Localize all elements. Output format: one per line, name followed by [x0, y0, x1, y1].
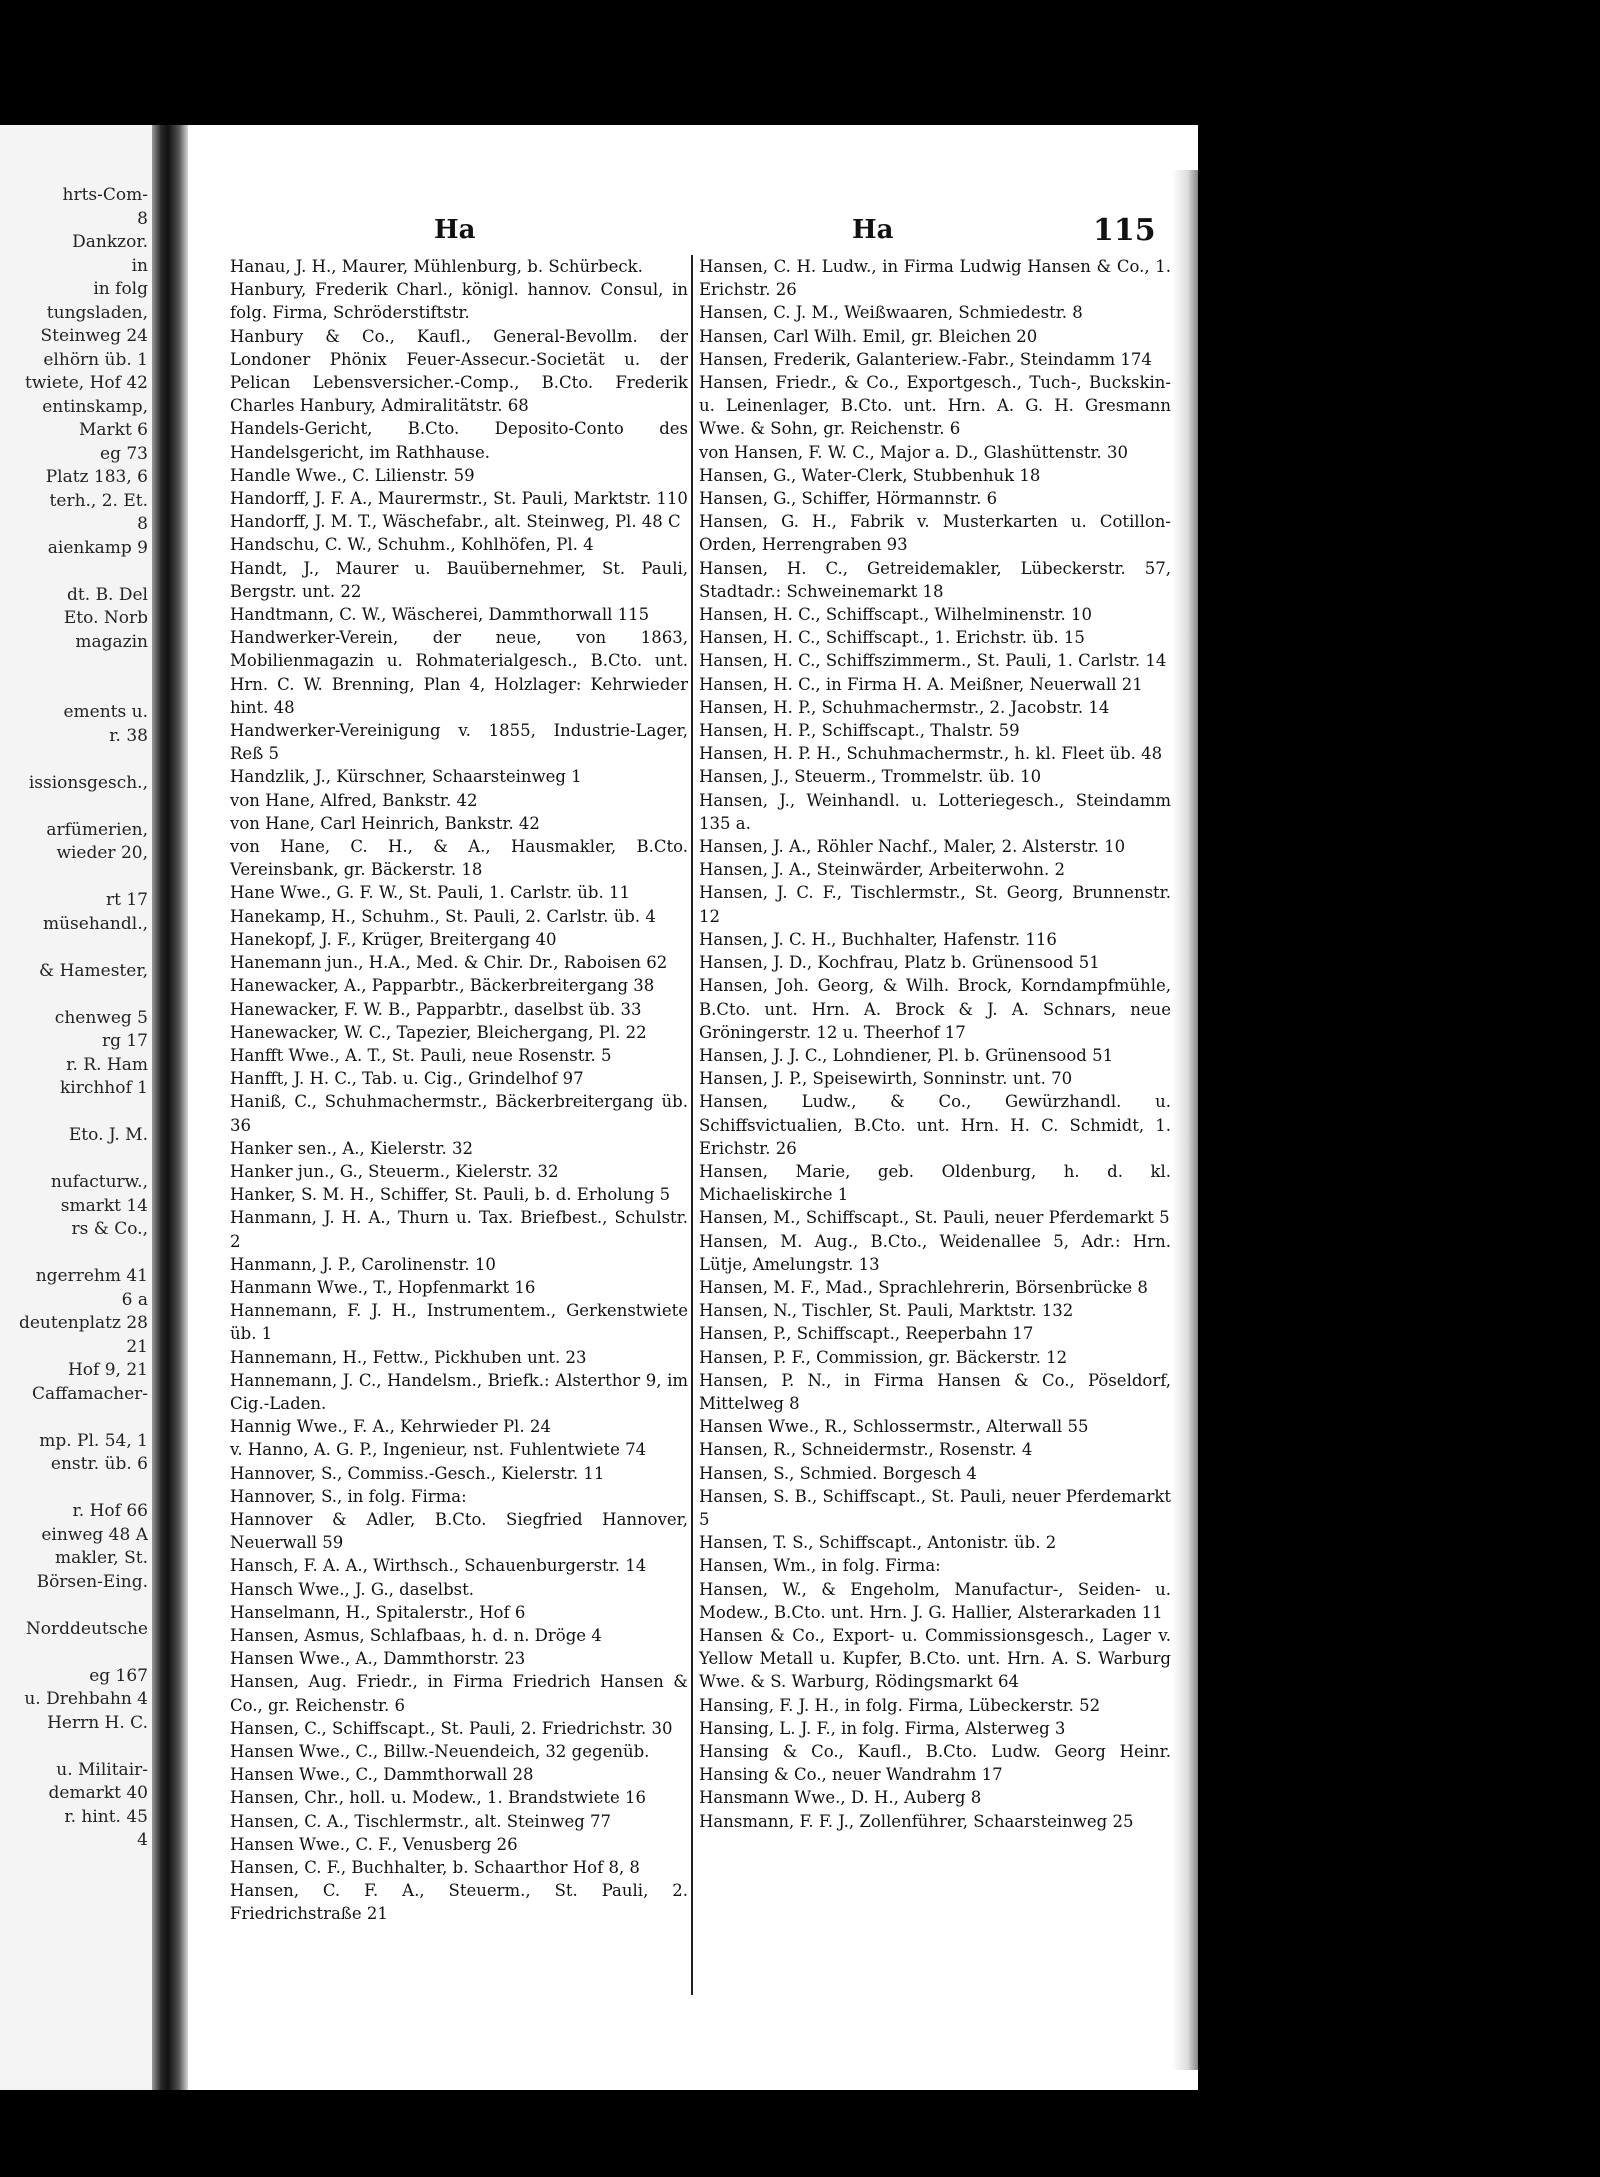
- directory-entry: Hansen, H. C., Schiffszimmerm., St. Pauli, 1. Carlstr. 14: [699, 651, 1167, 671]
- directory-entry: Hansen, T. S., Schiffscapt., Antonistr. üb. 2: [699, 1533, 1057, 1553]
- previous-page-line: smarkt 14: [60, 1195, 148, 1216]
- directory-entry: Hansen, J. D., Kochfrau, Platz b. Grünensood 51: [699, 953, 1100, 973]
- directory-entry: Handle Wwe., C. Lilienstr. 59: [230, 465, 475, 485]
- previous-page-line: twiete, Hof 42: [25, 373, 148, 393]
- directory-entry: Hansen, P., Schiffscapt., Reeperbahn 17: [699, 1324, 1034, 1344]
- directory-entry: von Hansen, F. W. C., Major a. D., Glashüttenstr. 30: [699, 442, 1128, 462]
- previous-page-line: in folg: [93, 279, 148, 299]
- previous-page-line: terh., 2. Et.: [49, 490, 148, 511]
- directory-entry: Hansen, H. C., Schiffscapt., Wilhelminenstr. 10: [699, 605, 1092, 625]
- directory-entry: Hansen, C. F. A., Steuerm., St. Pauli, 2. Friedrichstraße 21: [230, 1881, 688, 1924]
- directory-entry: Hansen, Friedr., & Co., Exportgesch., Tuch-, Buckskin- u. Leinenlager, B.Cto. unt. Hrn. A. G. H. Gresmann Wwe. & Sohn, gr. Reichenstr. 6: [699, 373, 1171, 439]
- directory-entry: von Hane, C. H., & A., Hausmakler, B.Cto. Vereinsbank, gr. Bäckerstr. 18: [230, 837, 688, 880]
- column-divider: [691, 255, 693, 1995]
- directory-entry: Hansch Wwe., J. G., daselbst.: [230, 1579, 474, 1599]
- directory-entry: Hansen, Wm., in folg. Firma:: [699, 1556, 941, 1576]
- previous-page-line: r. Hof 66: [72, 1501, 148, 1521]
- previous-page-line: müsehandl.,: [42, 913, 148, 934]
- directory-entry: Hansen, Aug. Friedr., in Firma Friedrich Hansen & Co., gr. Reichenstr. 6: [230, 1672, 688, 1715]
- directory-entry: Hannover & Adler, B.Cto. Siegfried Hannover, Neuerwall 59: [230, 1509, 688, 1553]
- previous-page-line: Steinweg 24: [40, 326, 148, 346]
- previous-page-line: r. hint. 45: [64, 1806, 148, 1827]
- directory-entry: Handorff, J. F. A., Maurermstr., St. Pauli, Marktstr. 110: [230, 489, 688, 509]
- directory-entry: Hansen, J. C. H., Buchhalter, Hafenstr. 116: [699, 929, 1057, 949]
- directory-entry: Hansen, Ludw., & Co., Gewürzhandl. u. Schiffsvictualien, B.Cto. unt. Hrn. H. C. Schmidt, 1. Erichstr. 26: [699, 1092, 1171, 1158]
- directory-entry: Hansen, P. F., Commission, gr. Bäckerstr. 12: [699, 1347, 1068, 1367]
- previous-page-line: r. 38: [109, 725, 148, 746]
- directory-entry: Hanselmann, H., Spitalerstr., Hof 6: [230, 1602, 526, 1622]
- directory-entry: Hanbury & Co., Kaufl., General-Bevollm. der Londoner Phönix Feuer-Assecur.-Societät u. der Pelican Lebensversicher.-Comp., B.Cto. Frederik Charles Hanbury, Admiralitätstr. 68: [230, 326, 688, 416]
- directory-entry: Hanmann, J. P., Carolinenstr. 10: [230, 1254, 496, 1274]
- directory-entry: Hansing, L. J. F., in folg. Firma, Alsterweg 3: [699, 1718, 1066, 1738]
- directory-entry: v. Hanno, A. G. P., Ingenieur, nst. Fuhlentwiete 74: [230, 1440, 647, 1460]
- previous-page-line: deutenplatz 28: [18, 1313, 148, 1333]
- previous-page-line: chenweg 5: [54, 1007, 148, 1028]
- directory-entry: Hansen, J., Weinhandl. u. Lotteriegesch., Steindamm 135 a.: [699, 790, 1171, 833]
- directory-entry: Hansen, C. H. Ludw., in Firma Ludwig Hansen & Co., 1. Erichstr. 26: [699, 257, 1171, 300]
- previous-page-line: Börsen-Eing.: [36, 1571, 148, 1592]
- directory-entry: Handzlik, J., Kürschner, Schaarsteinweg 1: [230, 767, 582, 787]
- directory-entry: Hansen, C. J. M., Weißwaaren, Schmiedestr. 8: [699, 303, 1083, 323]
- directory-entry: Hanmann Wwe., T., Hopfenmarkt 16: [230, 1277, 536, 1297]
- directory-entry: Hansen, H. C., Getreidemakler, Lübeckerstr. 57, Stadtadr.: Schweinemarkt 18: [699, 558, 1171, 601]
- directory-entry: Handorff, J. M. T., Wäschefabr., alt. Steinweg, Pl. 48 C: [230, 512, 681, 532]
- directory-entry: Hansen, Joh. Georg, & Wilh. Brock, Korndampfmühle, B.Cto. unt. Hrn. A. Brock & J. A. Schnars, neue Gröningerstr. 12 u. Theerhof 17: [699, 976, 1171, 1042]
- directory-entry: Hansen, Frederik, Galanteriew.-Fabr., Steindamm 174: [699, 349, 1152, 369]
- previous-page-line: nufacturw.,: [50, 1172, 148, 1192]
- directory-entry: Hanker, S. M. H., Schiffer, St. Pauli, b. d. Erholung 5: [230, 1185, 671, 1205]
- directory-entry: Hane Wwe., G. F. W., St. Pauli, 1. Carlstr. üb. 11: [230, 883, 630, 903]
- previous-page-line: 21: [126, 1336, 148, 1357]
- previous-page-line: enstr. üb. 6: [50, 1454, 148, 1474]
- directory-entry: Hansen, R., Schneidermstr., Rosenstr. 4: [699, 1440, 1033, 1460]
- previous-page-line: 8: [137, 208, 148, 229]
- previous-page-line: issionsgesch.,: [28, 772, 148, 793]
- directory-entry: Hanbury, Frederik Charl., königl. hannov. Consul, in folg. Firma, Schröderstiftstr.: [230, 280, 688, 323]
- directory-entry: Hannover, S., Commiss.-Gesch., Kielerstr. 11: [230, 1463, 605, 1483]
- directory-entry: Hansen, H. P., Schiffscapt., Thalstr. 59: [699, 721, 1020, 741]
- previous-page-line: elhörn üb. 1: [43, 349, 148, 370]
- directory-entry: Hansing & Co., Kaufl., B.Cto. Ludw. Georg Heinr. Hansing & Co., neuer Wandrahm 17: [699, 1742, 1171, 1785]
- directory-entry: Hansen, J. C. F., Tischlermstr., St. Georg, Brunnenstr. 12: [699, 883, 1171, 926]
- previous-page-line: 6 a: [121, 1289, 148, 1310]
- previous-page-line: ements u.: [63, 702, 148, 722]
- previous-page-line: 8: [137, 514, 148, 534]
- directory-entry: Hanker jun., G., Steuerm., Kielerstr. 32: [230, 1161, 559, 1181]
- directory-entry: Hansen, G., Water-Clerk, Stubbenhuk 18: [699, 465, 1041, 485]
- directory-entry: Hanewacker, W. C., Tapezier, Bleichergang, Pl. 22: [230, 1022, 647, 1042]
- directory-entry: Hannemann, H., Fettw., Pickhuben unt. 23: [230, 1347, 587, 1367]
- directory-entry: Hansen Wwe., R., Schlossermstr., Alterwall 55: [699, 1417, 1089, 1437]
- previous-page-line: dt. B. Del: [67, 584, 148, 605]
- header-catchword-left: Ha: [434, 215, 476, 245]
- directory-entry: Hanewacker, F. W. B., Papparbtr., daselbst üb. 33: [230, 999, 642, 1019]
- directory-entry: Hansen, G., Schiffer, Hörmannstr. 6: [699, 489, 998, 509]
- previous-page-line: Norddeutsche: [25, 1618, 148, 1639]
- directory-entry: Haniß, C., Schuhmachermstr., Bäckerbreitergang üb. 36: [230, 1092, 688, 1135]
- directory-entry: Hansen, H. C., in Firma H. A. Meißner, Neuerwall 21: [699, 674, 1143, 694]
- directory-entry: Hansen, G. H., Fabrik v. Musterkarten u. Cotillon-Orden, Herrengraben 93: [699, 512, 1171, 555]
- directory-entry: Hansen, Chr., holl. u. Modew., 1. Brandstwiete 16: [230, 1788, 646, 1808]
- directory-entry: Hansen Wwe., C. F., Venusberg 26: [230, 1834, 518, 1854]
- directory-entry: Hansen Wwe., C., Dammthorwall 28: [230, 1765, 534, 1785]
- previous-page-line: einweg 48 A: [41, 1524, 148, 1545]
- page-edge-shadow: [1172, 170, 1198, 2070]
- directory-entry: Hanekopf, J. F., Krüger, Breitergang 40: [230, 929, 557, 949]
- previous-page-line: arfümerien,: [46, 819, 148, 840]
- directory-entry: Hannig Wwe., F. A., Kehrwieder Pl. 24: [230, 1417, 551, 1437]
- directory-entry: Hanekamp, H., Schuhm., St. Pauli, 2. Carlstr. üb. 4: [230, 906, 656, 926]
- directory-entry: Hannemann, F. J. H., Instrumentem., Gerkenstwiete üb. 1: [230, 1301, 688, 1344]
- header-catchword-center: Ha: [852, 215, 894, 245]
- directory-entry: von Hane, Carl Heinrich, Bankstr. 42: [230, 813, 540, 833]
- directory-entry: Handwerker-Verein, der neue, von 1863, Mobilienmagazin u. Rohmaterialgesch., B.Cto. unt. Hrn. C. W. Brenning, Plan 4, Holzlager: Kehrwieder hint. 48: [230, 628, 688, 717]
- left-column: [230, 255, 688, 1926]
- directory-entry: von Hane, Alfred, Bankstr. 42: [230, 790, 478, 810]
- directory-entry: Hansch, F. A. A., Wirthsch., Schauenburgerstr. 14: [230, 1556, 647, 1576]
- directory-entry: Hansen, Marie, geb. Oldenburg, h. d. kl. Michaeliskirche 1: [699, 1161, 1171, 1205]
- previous-page-fragment: [0, 125, 152, 2090]
- directory-entry: Hanemann jun., H.A., Med. & Chir. Dr., Raboisen 62: [230, 953, 668, 973]
- previous-page-line: u. Militair-: [56, 1759, 148, 1780]
- previous-page-line: mp. Pl. 54, 1: [39, 1430, 148, 1451]
- directory-entry: Hansen, J. P., Speisewirth, Sonninstr. unt. 70: [699, 1069, 1073, 1089]
- directory-entry: Hansen, J. J. C., Lohndiener, Pl. b. Grünensood 51: [699, 1045, 1114, 1065]
- book-gutter: [152, 125, 188, 2090]
- directory-entry: Hansen, N., Tischler, St. Pauli, Marktstr. 132: [699, 1301, 1074, 1321]
- directory-entry: Hansen, H. P. H., Schuhmachermstr., h. kl. Fleet üb. 48: [699, 744, 1163, 764]
- previous-page-line: ngerrehm 41: [35, 1266, 148, 1286]
- scan-border-bottom: [0, 2090, 1600, 2177]
- previous-page-line: rg 17: [101, 1031, 148, 1051]
- directory-entry: Hansen, H. P., Schuhmachermstr., 2. Jacobstr. 14: [699, 697, 1110, 717]
- directory-entry: Handwerker-Vereinigung v. 1855, Industrie-Lager, Reß 5: [230, 721, 688, 764]
- previous-page-line: 4: [137, 1830, 148, 1850]
- previous-page-line: eg 73: [100, 443, 148, 464]
- directory-page: [188, 125, 1198, 2090]
- previous-page-line: in: [131, 255, 148, 276]
- directory-entry: Hansen, J. A., Steinwärder, Arbeiterwohn. 2: [699, 860, 1066, 880]
- previous-page-line: Caffamacher-: [31, 1383, 148, 1404]
- directory-entry: Hansen, M., Schiffscapt., St. Pauli, neuer Pferdemarkt 5: [699, 1208, 1170, 1228]
- previous-page-line: rs & Co.,: [71, 1219, 148, 1239]
- previous-page-line: entinskamp,: [42, 396, 148, 417]
- directory-entry: Hanewacker, A., Papparbtr., Bäckerbreitergang 38: [230, 976, 655, 996]
- previous-page-line: Eto. J. M.: [68, 1125, 148, 1145]
- directory-entry: Handschu, C. W., Schuhm., Kohlhöfen, Pl. 4: [230, 535, 594, 555]
- previous-page-line: r. R. Ham: [66, 1054, 148, 1075]
- previous-page-line: u. Drehbahn 4: [24, 1689, 148, 1709]
- previous-page-line: magazin: [75, 631, 148, 652]
- previous-page-line: hrts-Com-: [62, 185, 148, 205]
- directory-entry: Hansen, J. A., Röhler Nachf., Maler, 2. Alsterstr. 10: [699, 837, 1126, 857]
- directory-entry: Handt, J., Maurer u. Bauübernehmer, St. Pauli, Bergstr. unt. 22: [230, 558, 688, 601]
- directory-entry: Hansen, M. F., Mad., Sprachlehrerin, Börsenbrücke 8: [699, 1277, 1148, 1297]
- directory-entry: Hansen, C., Schiffscapt., St. Pauli, 2. Friedrichstr. 30: [230, 1718, 673, 1738]
- previous-page-line: makler, St.: [54, 1548, 148, 1568]
- directory-entry: Hansen, W., & Engeholm, Manufactur-, Seiden- u. Modew., B.Cto. unt. Hrn. J. G. Hallier, Alsterarkaden 11: [699, 1579, 1171, 1622]
- directory-entry: Hansen, C. F., Buchhalter, b. Schaarthor Hof 8, 8: [230, 1858, 640, 1878]
- directory-entry: Handtmann, C. W., Wäscherei, Dammthorwall 115: [230, 605, 650, 625]
- directory-entry: Hansen, M. Aug., B.Cto., Weidenallee 5, Adr.: Hrn. Lütje, Amelungstr. 13: [699, 1231, 1171, 1274]
- directory-entry: Hannemann, J. C., Handelsm., Briefk.: Alsterthor 9, im Cig.-Laden.: [230, 1370, 688, 1413]
- previous-page-line: demarkt 40: [48, 1783, 148, 1803]
- directory-entry: Hansen Wwe., A., Dammthorstr. 23: [230, 1649, 526, 1669]
- directory-entry: Hansen, P. N., in Firma Hansen & Co., Pöseldorf, Mittelweg 8: [699, 1370, 1171, 1413]
- directory-entry: Handels-Gericht, B.Cto. Deposito-Conto des Handelsgericht, im Rathhause.: [230, 419, 688, 462]
- directory-entry: Hanfft Wwe., A. T., St. Pauli, neue Rosenstr. 5: [230, 1045, 612, 1065]
- directory-entry: Hanmann, J. H. A., Thurn u. Tax. Briefbest., Schulstr. 2: [230, 1208, 688, 1251]
- previous-page-line: Hof 9, 21: [67, 1360, 148, 1380]
- directory-entry: Hanfft, J. H. C., Tab. u. Cig., Grindelhof 97: [230, 1069, 584, 1089]
- directory-entry: Hansen, S. B., Schiffscapt., St. Pauli, neuer Pferdemarkt 5: [699, 1486, 1171, 1529]
- previous-page-line: aienkamp 9: [47, 537, 148, 558]
- directory-entry: Hansing, F. J. H., in folg. Firma, Lübeckerstr. 52: [699, 1695, 1101, 1715]
- directory-entry: Hanau, J. H., Maurer, Mühlenburg, b. Schürbeck.: [230, 257, 643, 276]
- previous-page-line: Markt 6: [78, 420, 148, 440]
- directory-entry: Hansen & Co., Export- u. Commissionsgesch., Lager v. Yellow Metall u. Kupfer, B.Cto. unt. Hrn. A. S. Warburg Wwe. & S. Warburg, Rödingsmarkt 64: [699, 1625, 1171, 1692]
- previous-page-line: kirchhof 1: [59, 1078, 148, 1098]
- directory-entry: Hansmann, F. F. J., Zollenführer, Schaarsteinweg 25: [699, 1811, 1134, 1831]
- previous-page-line: & Hamester,: [39, 960, 148, 981]
- directory-entry: Hansen, Carl Wilh. Emil, gr. Bleichen 20: [699, 326, 1038, 346]
- directory-entry: Hansen, H. C., Schiffscapt., 1. Erichstr. üb. 15: [699, 628, 1085, 648]
- directory-entry: Hannover, S., in folg. Firma:: [230, 1486, 467, 1506]
- previous-page-line: eg 167: [89, 1665, 148, 1686]
- directory-entry: Hanker sen., A., Kielerstr. 32: [230, 1138, 473, 1158]
- directory-entry: Hansen Wwe., C., Billw.-Neuendeich, 32 gegenüb.: [230, 1742, 650, 1761]
- previous-page-line: wieder 20,: [56, 843, 148, 863]
- scan-border-right: [1198, 0, 1600, 2177]
- previous-page-line: Platz 183, 6: [45, 467, 148, 487]
- directory-entry: Hansmann Wwe., D. H., Auberg 8: [699, 1788, 982, 1808]
- page-number: 115: [1093, 213, 1156, 248]
- directory-entry: Hansen, C. A., Tischlermstr., alt. Steinweg 77: [230, 1811, 612, 1831]
- right-column: [699, 255, 1171, 1833]
- directory-entry: Hansen, S., Schmied. Borgesch 4: [699, 1463, 977, 1483]
- directory-entry: Hansen, J., Steuerm., Trommelstr. üb. 10: [699, 767, 1042, 787]
- previous-page-line: Herrn H. C.: [47, 1712, 148, 1733]
- directory-entry: Hansen, Asmus, Schlafbaas, h. d. n. Dröge 4: [230, 1625, 602, 1645]
- previous-page-line: Dankzor.: [72, 232, 148, 252]
- previous-page-line: Eto. Norb: [63, 608, 148, 628]
- previous-page-line: tungsladen,: [46, 302, 148, 323]
- previous-page-line: rt 17: [106, 890, 148, 910]
